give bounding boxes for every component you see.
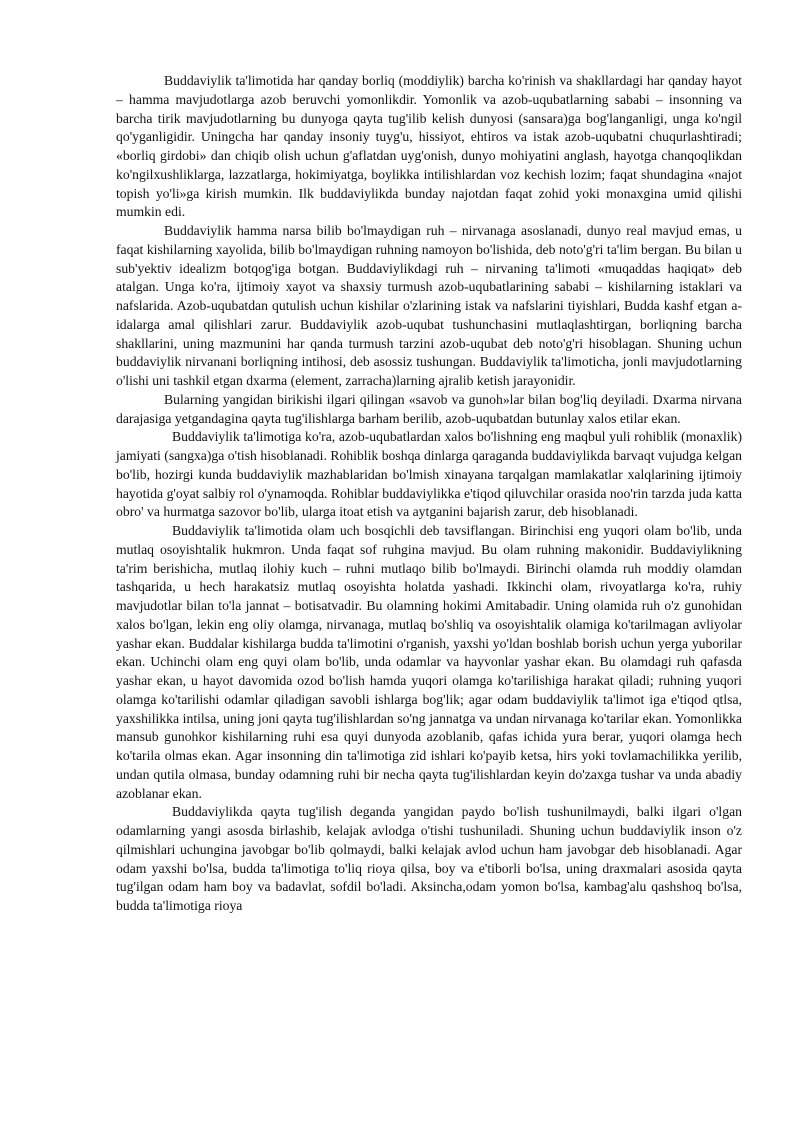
paragraph: Buddaviylik hamma narsa bilib bo'lmaydigan ruh – nirvanaga asoslanadi, dunyo real mavjud emas, u faqat kishilarning xayolida, bilib bo'lmaydigan ruhning namoyon bo'lishida, deb noto'g'ri ta'lim bergan. Bu bilan u sub'yektiv idealizm botqog'iga botgan. Buddaviylikdagi ruh – nirvaning ta'limoti «muqaddas haqiqat» deb atalgan. Unga ko'ra, ijtimoiy xayot va shaxsiy turmush azob-uqubatlarining sababi – kishilarning istaklari va nafslarida. Azob-uqubatdan qutulish uchun kishilar o'zlarining istak va nafslarini tiyishlari, Budda kashf etgan a-idalarga amal qilishlari zarur. Buddaviylik azob-uqubat tushunchasini mutlaqlashtirgan, borliqning barcha shakllarini, uning mazmunini har qanda turmush tarzini azob-uqubat deb noto'g'ri hisoblagan. Shuning uchun buddaviylik nirvanani borliqning intihosi, deb asossiz tushungan. Buddaviylik ta'limoticha, jonli mavjudotlarning o'lishi uni tashkil etgan dxarma (element, zarracha)larning ajralib ketish jarayonidir. <box>116 223 742 388</box>
paragraph: Buddaviylik ta'limotida har qanday borliq (moddiylik) barcha ko'rinish va shakllardagi har qanday hayot – hamma mavjudotlarga azob beruvchi yomonlikdir. Yomonlik va azob-uqubatlarning sababi – insonning va barcha tirik mavjudotlarning bu dunyoga qayta tug'ilib kelish dunyosi (sansara)ga bog'langanligi, unga ko'ngil qo'yganligidir. Uningcha har qanday insoniy tuyg'u, hissiyot, ehtiros va istak azob-uqubatni chuqurlashtiradi; «borliq girdobi» dan chiqib olish uchun g'aflatdan uyg'onish, dunyo mohiyatini anglash, hayotga chanqoqlikdan ko'ngilxushliklarga, lazzatlarga, hokimiyatga, boylikka intilishlardan voz kechish lozim; faqat shundagina «najot topish yo'li»ga kirish mumkin. Ilk buddaviylikda bunday najotdan faqat zohid yoki monaxgina umid qilishi mumkin edi. <box>116 73 742 220</box>
paragraph: Buddaviylikda qayta tug'ilish deganda yangidan paydo bo'lish tushunilmaydi, balki ilgari o'lgan odamlarning yangi asosda birlashib, kelajak avlodga o'tishi tushuniladi. Shuning uchun buddaviylik inson o'z qilmishlari uchungina javobgar bo'lib qolmaydi, balki kelajak avlod uchun ham javobgar deb hisoblanadi. Agar odam yaxshi bo'lsa, budda ta'limotiga to'liq rioya qilsa, boy va e'tiborli bo'lsa, uning draxmalari asosida qayta tug'ilgan odam ham boy va badavlat, sofdil bo'ladi. Aksincha,odam yomon bo'lsa, kambag'alu qashshoq bo'lsa, budda ta'limotiga rioya <box>116 804 742 913</box>
paragraph: Bularning yangidan birikishi ilgari qilingan «savob va gunoh»lar bilan bog'liq deyiladi. Dxarma nirvana darajasiga yetgandagina qayta tug'ilishlarga barham berilib, azob-uqubatdan butunlay xalos etilar ekan. <box>116 391 742 426</box>
document-page <box>116 72 742 916</box>
paragraph: Buddaviylik ta'limotida olam uch bosqichli deb tavsiflangan. Birinchisi eng yuqori olam bo'lib, unda mutlaq osoyishtalik hukmron. Unda faqat sof ruhgina mavjud. Bu olam ruhning makonidir. Buddaviylikning ta'rim berishicha, mutlaq ilohiy kuch – ruhni mutlaqo bilib bo'lmaydi. Birinchi olamda ruh moddiy olamdan tashqarida, u hech harakatsiz mutlaq osoyishta holatda yashadi. Ikkinchi olam, rivoyatlarga ko'ra, ruhiy mavjudotlar bilan to'la jannat – botisatvadir. Bu olamning hokimi Amitabadir. Uning olamida ruh o'z gunohidan xalos bo'lgan, lekin eng oliy olamga, nirvanaga, mutlaq bo'shliq va osoyishtalik olamiga ko'tarilmagan avliyolar yashar ekan. Buddalar kishilarga budda ta'limotini o'rganish, yaxshi yo'ldan boshlab borish uchun yerga yuborilar ekan. Uchinchi olam eng quyi olam bo'lib, unda odamlar va hayvonlar yashar ekan. Bu olamdagi ruh qafasda yashar ekan, u hayot davomida ozod bo'lish hamda yuqori olamga ko'tarilishiga harakat qiladi; ruhning yuqori olamga ko'tarilishi odamlar qiladigan savobli ishlarga bog'lik; agar odam buddaviylik ta'limot iga e'tiqod qtlsa, yaxshilikka intilsa, uning joni qayta tug'ilishlardan so'ng jannatga va undan nirvanaga ko'tarilar ekan. Yomonlikka mansub gunohkor kishilarning ruhi esa quyi dunyoda azoblanib, qafas ichida yura berar, yuqori olamga hech ko'tarila olmas ekan. Agar insonning din ta'limotiga zid ishlari ko'payib ketsa, hirs yoki tovlamachilikka yerilib, undan qutila olmasa, bunday odamning ruhi bir necha qayta tug'ilishlardan keyin do'zaxga tushar va unda abadiy azoblanar ekan. <box>116 523 742 801</box>
paragraph: Buddaviylik ta'limotiga ko'ra, azob-uqubatlardan xalos bo'lishning eng maqbul yuli rohiblik (monaxlik) jamiyati (sangxa)ga o'tish hisoblanadi. Rohiblik boshqa dinlarga qaraganda buddaviylikda barvaqt vujudga kelgan bo'lib, hozirgi kunda buddaviylik mazhablaridan bo'lmish xinayana tarqalgan mamlakatlar xalqlarining ijtimoiy hayotida g'oyat salbiy rol o'ynamoqda. Rohiblar buddaviylikka e'tiqod qiluvchilar orasida noo'rin tarzda juda katta obro' va hurmatga sazovor bo'lib, ularga itoat etish va aytganini bajarish zarur, deb hisoblanadi. <box>116 429 742 520</box>
